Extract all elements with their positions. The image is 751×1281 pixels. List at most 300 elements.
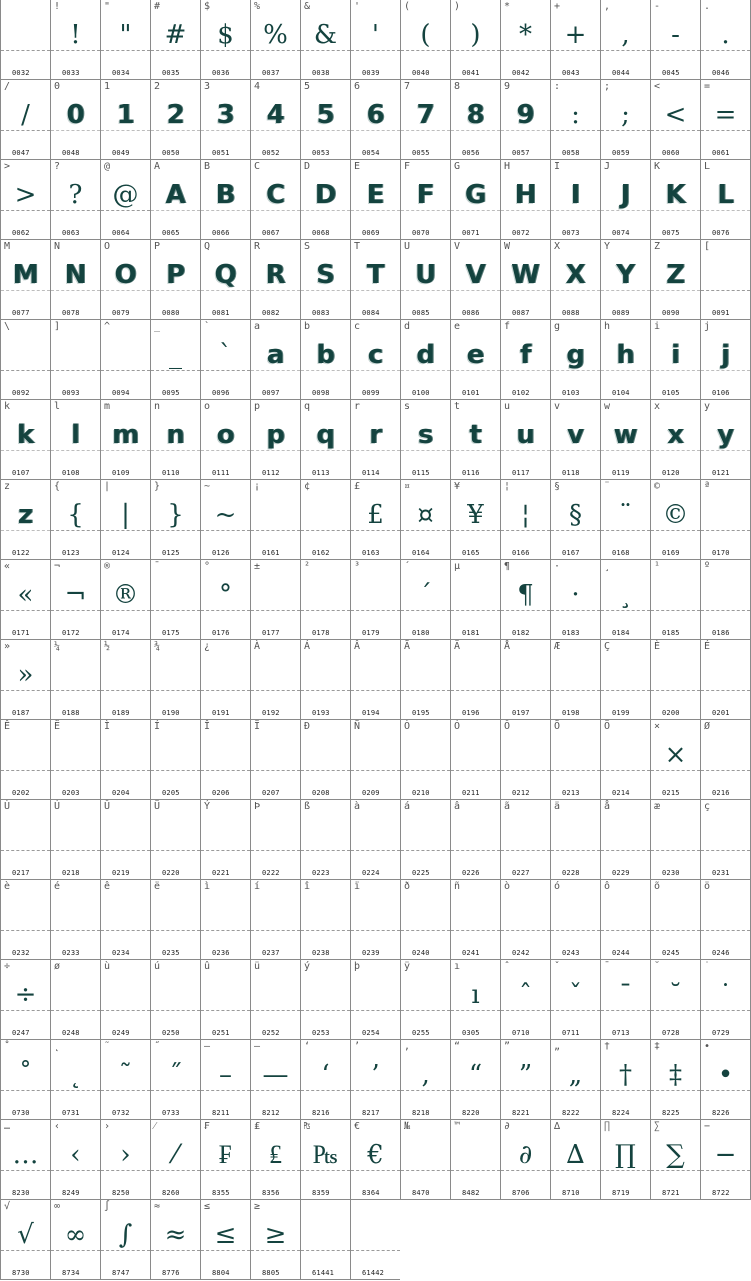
glyph-code: 8218 bbox=[412, 1109, 430, 1117]
glyph-sample bbox=[351, 816, 400, 854]
glyph-reference-char: 2 bbox=[154, 81, 161, 92]
glyph-sample: a bbox=[251, 336, 300, 374]
glyph-cell bbox=[350, 320, 400, 400]
glyph-code: 0192 bbox=[262, 709, 280, 717]
glyph-code: 0069 bbox=[362, 229, 380, 237]
glyph-sample: ` bbox=[219, 340, 232, 370]
glyph-cell bbox=[550, 240, 600, 320]
glyph-reference-char: j bbox=[704, 321, 711, 332]
glyph-sample bbox=[351, 1216, 400, 1254]
glyph-code: 8260 bbox=[162, 1189, 180, 1197]
glyph-reference-char: b bbox=[304, 321, 311, 332]
glyph-code: 0037 bbox=[262, 69, 280, 77]
glyph-cell bbox=[350, 640, 400, 720]
glyph-sample: ∆ bbox=[566, 1140, 585, 1170]
glyph-code: 0125 bbox=[162, 549, 180, 557]
glyph-code: 0101 bbox=[462, 389, 480, 397]
glyph-reference-char: Ì bbox=[104, 721, 111, 732]
glyph-cell bbox=[600, 320, 650, 400]
glyph-sample bbox=[451, 576, 500, 614]
glyph-sample: v bbox=[551, 416, 600, 454]
glyph-code: 0055 bbox=[412, 149, 430, 157]
glyph-cell bbox=[300, 160, 350, 240]
glyph-code: 0073 bbox=[562, 229, 580, 237]
glyph-cell bbox=[150, 480, 200, 560]
glyph-sample: 4 bbox=[251, 96, 300, 134]
glyph-code: 8216 bbox=[312, 1109, 330, 1117]
glyph-reference-char: a bbox=[254, 321, 261, 332]
glyph-code: 0733 bbox=[162, 1109, 180, 1117]
glyph-cell bbox=[400, 320, 450, 400]
glyph-cell bbox=[350, 160, 400, 240]
glyph-code: 0076 bbox=[712, 229, 730, 237]
glyph-code: 0181 bbox=[462, 629, 480, 637]
glyph-reference-char: g bbox=[554, 321, 561, 332]
glyph-cell bbox=[600, 1120, 650, 1200]
glyph-code: 0183 bbox=[562, 629, 580, 637]
glyph-code: 0041 bbox=[462, 69, 480, 77]
glyph-code: 0113 bbox=[312, 469, 330, 477]
glyph-cell bbox=[200, 640, 250, 720]
glyph-cell bbox=[100, 240, 150, 320]
glyph-cell bbox=[0, 240, 50, 320]
glyph-cell bbox=[350, 240, 400, 320]
glyph-sample bbox=[601, 816, 650, 854]
glyph-cell bbox=[500, 320, 550, 400]
glyph-cell bbox=[500, 640, 550, 720]
glyph-reference-char: ≈ bbox=[154, 1201, 161, 1212]
glyph-sample: • bbox=[717, 1060, 734, 1090]
glyph-code: 0730 bbox=[12, 1109, 30, 1117]
glyph-reference-char: „ bbox=[554, 1041, 561, 1052]
glyph-reference-char: É bbox=[704, 641, 711, 652]
glyph-reference-char: ® bbox=[104, 561, 111, 572]
glyph-reference-char: î bbox=[304, 881, 311, 892]
glyph-code: 0051 bbox=[212, 149, 230, 157]
glyph-code: 8722 bbox=[712, 1189, 730, 1197]
glyph-code: 0211 bbox=[462, 789, 480, 797]
glyph-reference-char: æ bbox=[654, 801, 661, 812]
glyph-code: 0098 bbox=[312, 389, 330, 397]
glyph-reference-char: ] bbox=[54, 321, 61, 332]
glyph-reference-char: ± bbox=[254, 561, 261, 572]
glyph-code: 0117 bbox=[512, 469, 530, 477]
glyph-cell bbox=[100, 880, 150, 960]
glyph-code: 0200 bbox=[662, 709, 680, 717]
glyph-cell bbox=[50, 1120, 100, 1200]
glyph-cell bbox=[300, 0, 350, 80]
glyph-sample bbox=[451, 1136, 500, 1174]
glyph-reference-char: ~ bbox=[204, 481, 211, 492]
glyph-sample: ˙ bbox=[719, 980, 732, 1010]
glyph-reference-char: ï bbox=[354, 881, 361, 892]
glyph-code: 0253 bbox=[312, 1029, 330, 1037]
glyph-code: 0112 bbox=[262, 469, 280, 477]
glyph-reference-char: C bbox=[254, 161, 261, 172]
glyph-reference-char: \ bbox=[4, 321, 11, 332]
glyph-sample: ≤ bbox=[214, 1220, 237, 1250]
glyph-sample bbox=[451, 656, 500, 694]
glyph-reference-char: # bbox=[154, 1, 161, 12]
glyph-reference-char: x bbox=[654, 401, 661, 412]
glyph-code: 0713 bbox=[612, 1029, 630, 1037]
glyph-reference-char: Ë bbox=[54, 721, 61, 732]
glyph-cell bbox=[550, 480, 600, 560]
glyph-cell bbox=[100, 1200, 150, 1280]
glyph-reference-char: k bbox=[4, 401, 11, 412]
glyph-code: 8719 bbox=[612, 1189, 630, 1197]
glyph-reference-char: ∞ bbox=[54, 1201, 61, 1212]
glyph-sample: 7 bbox=[401, 96, 450, 134]
glyph-cell bbox=[100, 160, 150, 240]
glyph-sample bbox=[1, 16, 50, 54]
glyph-reference-char: I bbox=[554, 161, 561, 172]
glyph-reference-char: F bbox=[404, 161, 411, 172]
glyph-cell bbox=[300, 1200, 350, 1280]
glyph-code: 0169 bbox=[662, 549, 680, 557]
glyph-cell bbox=[100, 0, 150, 80]
glyph-code: 0728 bbox=[662, 1029, 680, 1037]
glyph-reference-char: J bbox=[604, 161, 611, 172]
glyph-cell bbox=[400, 80, 450, 160]
glyph-reference-char: Ø bbox=[704, 721, 711, 732]
glyph-code: 0195 bbox=[412, 709, 430, 717]
glyph-cell bbox=[350, 800, 400, 880]
glyph-cell bbox=[250, 1200, 300, 1280]
glyph-sample bbox=[151, 736, 200, 774]
glyph-reference-char: 8 bbox=[454, 81, 461, 92]
glyph-sample: d bbox=[401, 336, 450, 374]
glyph-cell bbox=[250, 560, 300, 640]
glyph-code: 0231 bbox=[712, 869, 730, 877]
glyph-cell bbox=[700, 160, 751, 240]
glyph-cell bbox=[550, 880, 600, 960]
glyph-code: 0179 bbox=[362, 629, 380, 637]
glyph-reference-char: e bbox=[454, 321, 461, 332]
glyph-code: 0086 bbox=[462, 309, 480, 317]
glyph-cell bbox=[600, 800, 650, 880]
glyph-reference-char: B bbox=[204, 161, 211, 172]
glyph-reference-char: 0 bbox=[54, 81, 61, 92]
glyph-reference-char: – bbox=[204, 1041, 211, 1052]
glyph-cell bbox=[350, 960, 400, 1040]
glyph-code: 0093 bbox=[62, 389, 80, 397]
glyph-code: 0090 bbox=[662, 309, 680, 317]
glyph-reference-char: 5 bbox=[304, 81, 311, 92]
glyph-code: 0080 bbox=[162, 309, 180, 317]
glyph-sample: Y bbox=[601, 256, 650, 294]
glyph-reference-char: Õ bbox=[554, 721, 561, 732]
glyph-reference-char: ² bbox=[304, 561, 311, 572]
glyph-cell bbox=[700, 1120, 751, 1200]
glyph-sample bbox=[1, 336, 50, 374]
glyph-cell bbox=[100, 1120, 150, 1200]
glyph-reference-char: y bbox=[704, 401, 711, 412]
glyph-sample bbox=[51, 736, 100, 774]
glyph-code: 0110 bbox=[162, 469, 180, 477]
glyph-reference-char: ₧ bbox=[304, 1121, 311, 1132]
glyph-code: 8221 bbox=[512, 1109, 530, 1117]
glyph-sample: ₧ bbox=[312, 1140, 339, 1170]
glyph-code: 0087 bbox=[512, 309, 530, 317]
glyph-cell bbox=[250, 640, 300, 720]
glyph-reference-char: “ bbox=[454, 1041, 461, 1052]
glyph-code: 0048 bbox=[62, 149, 80, 157]
glyph-cell bbox=[200, 800, 250, 880]
glyph-reference-char: ⁄ bbox=[154, 1121, 156, 1132]
glyph-cell bbox=[350, 80, 400, 160]
glyph-cell bbox=[600, 560, 650, 640]
glyph-sample bbox=[651, 816, 700, 854]
glyph-reference-char: O bbox=[104, 241, 111, 252]
glyph-code: 0111 bbox=[212, 469, 230, 477]
glyph-code: 0237 bbox=[262, 949, 280, 957]
glyph-reference-char: A bbox=[154, 161, 161, 172]
glyph-cell bbox=[250, 240, 300, 320]
glyph-cell bbox=[500, 80, 550, 160]
glyph-sample bbox=[301, 896, 350, 934]
glyph-sample bbox=[351, 896, 400, 934]
glyph-cell bbox=[150, 80, 200, 160]
glyph-cell bbox=[600, 240, 650, 320]
glyph-reference-char: µ bbox=[454, 561, 461, 572]
glyph-reference-char: ä bbox=[554, 801, 561, 812]
glyph-code: 0221 bbox=[212, 869, 230, 877]
glyph-reference-char: ™ bbox=[454, 1121, 461, 1132]
glyph-code: 0057 bbox=[512, 149, 530, 157]
glyph-reference-char: [ bbox=[704, 241, 711, 252]
glyph-cell bbox=[550, 720, 600, 800]
glyph-sample: L bbox=[701, 176, 750, 214]
glyph-reference-char: ú bbox=[154, 961, 161, 972]
glyph-reference-char: ´ bbox=[404, 561, 411, 572]
glyph-code: 0202 bbox=[12, 789, 30, 797]
glyph-code: 8356 bbox=[262, 1189, 280, 1197]
glyph-code: 0164 bbox=[412, 549, 430, 557]
glyph-sample: > bbox=[14, 180, 37, 210]
glyph-cell bbox=[200, 880, 250, 960]
glyph-cell bbox=[300, 320, 350, 400]
glyph-code: 8250 bbox=[112, 1189, 130, 1197]
glyph-reference-char: Â bbox=[354, 641, 361, 652]
glyph-sample bbox=[401, 1136, 450, 1174]
glyph-reference-char: ˛ bbox=[54, 1041, 61, 1052]
glyph-code: 0203 bbox=[62, 789, 80, 797]
glyph-reference-char: ₤ bbox=[254, 1121, 261, 1132]
glyph-code: 0042 bbox=[512, 69, 530, 77]
glyph-sample bbox=[101, 816, 150, 854]
glyph-code: 0245 bbox=[662, 949, 680, 957]
glyph-cell bbox=[0, 0, 50, 80]
glyph-reference-char: T bbox=[354, 241, 361, 252]
glyph-code: 0052 bbox=[262, 149, 280, 157]
glyph-code: 0206 bbox=[212, 789, 230, 797]
glyph-sample bbox=[251, 656, 300, 694]
glyph-cell bbox=[250, 400, 300, 480]
glyph-sample: Q bbox=[201, 256, 250, 294]
glyph-reference-char: © bbox=[654, 481, 661, 492]
glyph-reference-char: • bbox=[704, 1041, 711, 1052]
glyph-sample: § bbox=[569, 500, 582, 530]
glyph-sample: - bbox=[671, 20, 680, 50]
glyph-cell bbox=[550, 320, 600, 400]
glyph-cell bbox=[400, 560, 450, 640]
glyph-code: 8470 bbox=[412, 1189, 430, 1197]
glyph-cell bbox=[0, 560, 50, 640]
glyph-cell bbox=[650, 800, 700, 880]
glyph-sample: z bbox=[1, 496, 50, 534]
glyph-code: 0212 bbox=[512, 789, 530, 797]
glyph-cell bbox=[150, 880, 200, 960]
glyph-code: 0035 bbox=[162, 69, 180, 77]
glyph-cell bbox=[250, 1120, 300, 1200]
glyph-code: 0167 bbox=[562, 549, 580, 557]
glyph-reference-char: é bbox=[54, 881, 61, 892]
glyph-reference-char: ¾ bbox=[154, 641, 161, 652]
glyph-cell bbox=[500, 560, 550, 640]
glyph-code: 8249 bbox=[62, 1189, 80, 1197]
glyph-code: 0732 bbox=[112, 1109, 130, 1117]
glyph-code: 0077 bbox=[12, 309, 30, 317]
glyph-code: 0235 bbox=[162, 949, 180, 957]
glyph-cell bbox=[650, 480, 700, 560]
glyph-sample: › bbox=[120, 1140, 131, 1170]
glyph-reference-char: | bbox=[104, 481, 111, 492]
glyph-code: 0228 bbox=[562, 869, 580, 877]
glyph-cell bbox=[0, 1200, 50, 1280]
glyph-sample bbox=[401, 656, 450, 694]
glyph-cell bbox=[150, 1040, 200, 1120]
glyph-code: 0072 bbox=[512, 229, 530, 237]
glyph-cell bbox=[700, 320, 751, 400]
glyph-reference-char: 1 bbox=[104, 81, 111, 92]
glyph-code: 0204 bbox=[112, 789, 130, 797]
glyph-code: 0223 bbox=[312, 869, 330, 877]
glyph-sample: R bbox=[251, 256, 300, 294]
glyph-reference-char: 9 bbox=[504, 81, 511, 92]
glyph-sample bbox=[301, 656, 350, 694]
glyph-sample bbox=[351, 736, 400, 774]
glyph-sample: Z bbox=[651, 256, 700, 294]
glyph-sample bbox=[551, 896, 600, 934]
glyph-cell bbox=[700, 0, 751, 80]
glyph-cell bbox=[450, 1040, 500, 1120]
glyph-code: 0064 bbox=[112, 229, 130, 237]
glyph-sample: % bbox=[263, 20, 288, 50]
glyph-code: 0033 bbox=[62, 69, 80, 77]
glyph-code: 8217 bbox=[362, 1109, 380, 1117]
glyph-sample: I bbox=[551, 176, 600, 214]
glyph-reference-char: ; bbox=[604, 81, 611, 92]
glyph-cell bbox=[700, 80, 751, 160]
glyph-reference-char: W bbox=[504, 241, 511, 252]
glyph-reference-char: Ý bbox=[204, 801, 211, 812]
glyph-sample: » bbox=[17, 660, 34, 690]
glyph-reference-char: " bbox=[104, 1, 111, 12]
glyph-cell bbox=[600, 880, 650, 960]
glyph-sample: ‚ bbox=[421, 1060, 430, 1090]
glyph-sample: ˘ bbox=[669, 980, 682, 1010]
glyph-sample bbox=[501, 656, 550, 694]
glyph-reference-char: õ bbox=[654, 881, 661, 892]
glyph-reference-char: ∆ bbox=[554, 1121, 561, 1132]
glyph-reference-char: ‚ bbox=[404, 1041, 411, 1052]
glyph-cell bbox=[400, 640, 450, 720]
glyph-reference-char: + bbox=[554, 1, 561, 12]
glyph-code: 0045 bbox=[662, 69, 680, 77]
glyph-reference-char: Ö bbox=[604, 721, 611, 732]
glyph-sample: U bbox=[401, 256, 450, 294]
glyph-sample: : bbox=[571, 100, 580, 130]
glyph-reference-char: Ä bbox=[454, 641, 461, 652]
glyph-code: 8776 bbox=[162, 1269, 180, 1277]
glyph-reference-char: _ bbox=[154, 321, 161, 332]
glyph-reference-char: o bbox=[204, 401, 211, 412]
glyph-code: 0047 bbox=[12, 149, 30, 157]
glyph-cell bbox=[400, 0, 450, 80]
glyph-reference-char: ∂ bbox=[504, 1121, 511, 1132]
glyph-cell bbox=[250, 480, 300, 560]
glyph-sample: C bbox=[251, 176, 300, 214]
glyph-sample: p bbox=[251, 416, 300, 454]
glyph-sample bbox=[301, 816, 350, 854]
glyph-sample bbox=[701, 576, 750, 614]
glyph-sample: ∫ bbox=[118, 1220, 133, 1250]
glyph-reference-char: ° bbox=[204, 561, 211, 572]
glyph-cell bbox=[50, 800, 100, 880]
glyph-cell bbox=[600, 720, 650, 800]
glyph-sample: { bbox=[67, 500, 84, 530]
glyph-sample: h bbox=[601, 336, 650, 374]
glyph-cell bbox=[100, 480, 150, 560]
glyph-code: 0067 bbox=[262, 229, 280, 237]
glyph-cell bbox=[700, 720, 751, 800]
glyph-cell bbox=[300, 960, 350, 1040]
glyph-reference-char: · bbox=[554, 561, 561, 572]
glyph-cell bbox=[300, 800, 350, 880]
glyph-reference-char: Ü bbox=[154, 801, 161, 812]
glyph-sample: ~ bbox=[214, 500, 237, 530]
glyph-cell bbox=[650, 240, 700, 320]
glyph-sample bbox=[201, 656, 250, 694]
glyph-sample: s bbox=[401, 416, 450, 454]
glyph-sample bbox=[101, 896, 150, 934]
glyph-cell bbox=[550, 640, 600, 720]
glyph-cell bbox=[600, 640, 650, 720]
glyph-code: 0710 bbox=[512, 1029, 530, 1037]
glyph-cell bbox=[400, 880, 450, 960]
glyph-sample bbox=[251, 976, 300, 1014]
glyph-reference-char: D bbox=[304, 161, 311, 172]
glyph-sample bbox=[201, 816, 250, 854]
glyph-reference-char: ¸ bbox=[604, 561, 611, 572]
glyph-cell bbox=[300, 80, 350, 160]
glyph-sample: W bbox=[501, 256, 550, 294]
glyph-cell bbox=[450, 480, 500, 560]
glyph-sample: l bbox=[51, 416, 100, 454]
glyph-code: 0194 bbox=[362, 709, 380, 717]
glyph-reference-char: ô bbox=[604, 881, 611, 892]
glyph-reference-char: % bbox=[254, 1, 261, 12]
glyph-cell bbox=[350, 720, 400, 800]
glyph-sample bbox=[101, 656, 150, 694]
glyph-reference-char: ‘ bbox=[304, 1041, 311, 1052]
glyph-sample: 8 bbox=[451, 96, 500, 134]
glyph-code: 0097 bbox=[262, 389, 280, 397]
glyph-cell bbox=[0, 400, 50, 480]
glyph-sample: t bbox=[451, 416, 500, 454]
glyph-reference-char: ö bbox=[704, 881, 711, 892]
